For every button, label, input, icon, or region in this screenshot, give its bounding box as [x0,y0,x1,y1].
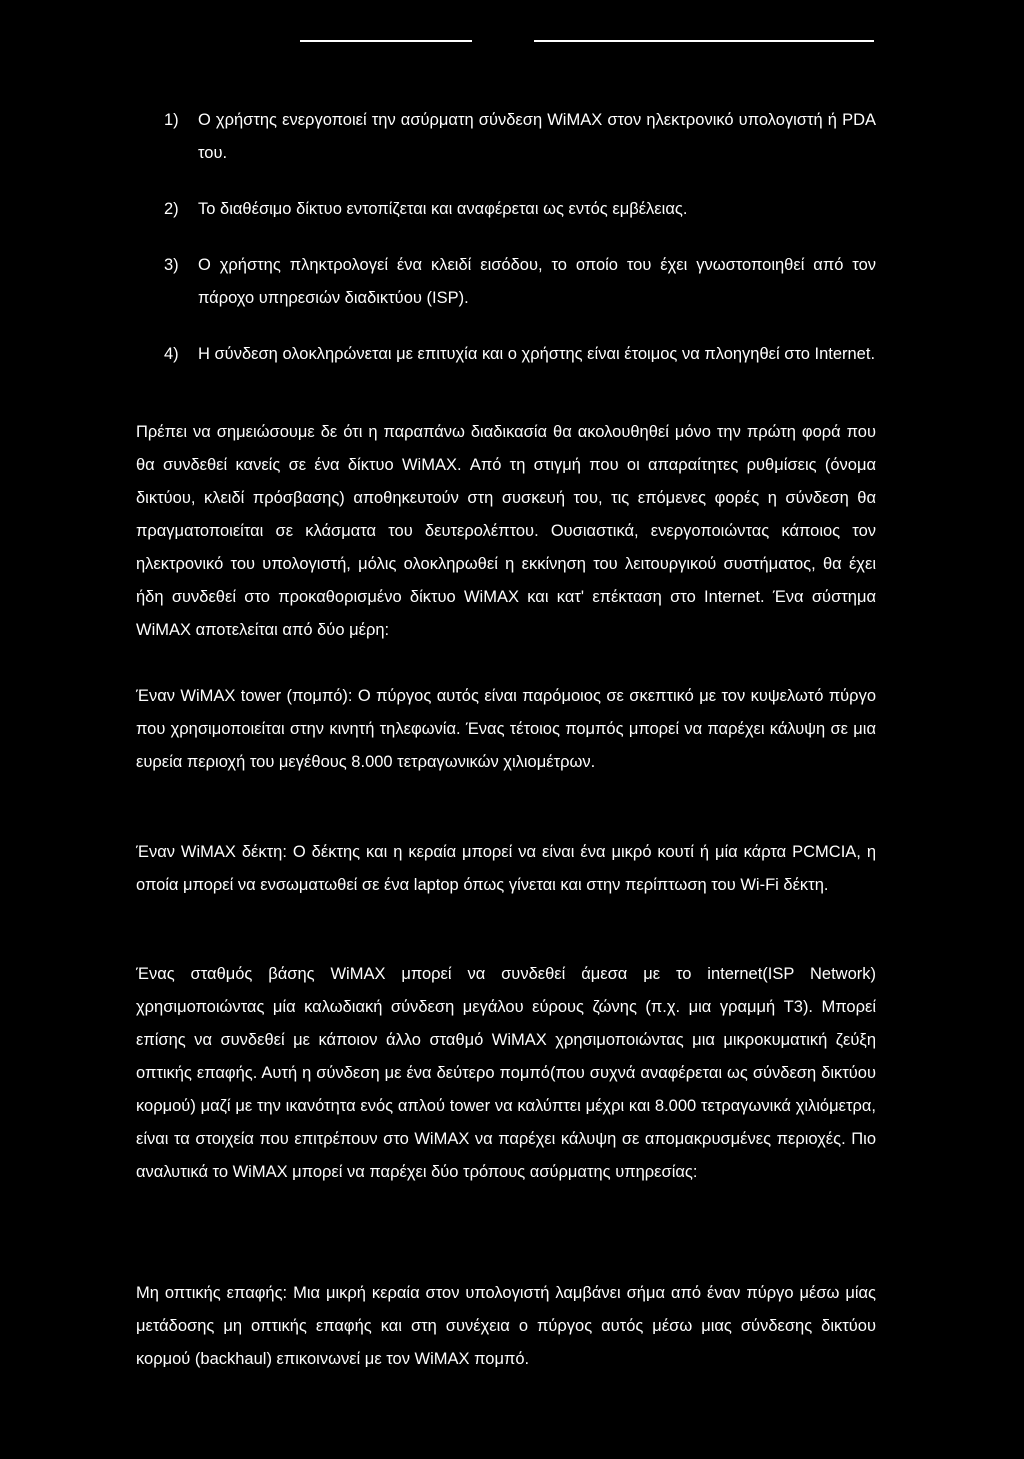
list-item-text: Ο χρήστης πληκτρολογεί ένα κλειδί εισόδου, το οποίο του έχει γνωστοποιηθεί από τον πάροχο υπηρεσιών διαδικτύου (ISP). [198,256,876,307]
list-item-text: Η σύνδεση ολοκληρώνεται με επιτυχία και ο χρήστης είναι έτοιμος να πλοηγηθεί στο Internet. [198,345,876,363]
list-item-number: 4) [164,345,179,363]
paragraph-non-line-of-sight: Μη οπτικής επαφής: Μια μικρή κεραία στον υπολογιστή λαμβάνει σήμα από έναν πύργο μέσω μίας μετάδοσης μη οπτικής επαφής και στη συνέχεια ο πύργος αυτός μέσω μιας σύνδεσης δικτύου κορμού (backhaul) επικοινωνεί με τον WiMAX πομπό. [136,1284,876,1368]
list-item-number: 1) [164,111,179,129]
paragraph-wimax-receiver: Έναν WiMAX δέκτη: Ο δέκτης και η κεραία μπορεί να είναι ένα μικρό κουτί ή μία κάρτα PCMCIA, η οποία μπορεί να ενσωματωθεί σε ένα laptop όπως γίνεται και στην περίπτωση του Wi-Fi δέκτη. [136,843,876,894]
paragraph-wimax-tower: Έναν WiMAX tower (πομπό): Ο πύργος αυτός είναι παρόμοιος σε σκεπτικό με τον κυψελωτό πύργο που χρησιμοποιείται στην κινητή τηλεφωνία. Ένας τέτοιος πομπός μπορεί να παρέχει κάλυψη σε μια ευρεία περιοχή του μεγέθους 8.000 τετραγωνικών χιλιομέτρων. [136,687,876,771]
list-item [164,104,876,170]
list-item [164,249,876,315]
list-item-text: Ο χρήστης ενεργοποιεί την ασύρματη σύνδεση WiMAX στον ηλεκτρονικό υπολογιστή ή PDA του. [198,111,876,162]
list-item-number: 2) [164,200,179,218]
list-item [164,338,876,371]
steps-list [164,104,876,394]
header-rule-right [534,40,874,42]
list-item-text: Το διαθέσιμο δίκτυο εντοπίζεται και αναφέρεται ως εντός εμβέλειας. [198,200,688,218]
paragraph-setup-note: Πρέπει να σημειώσουμε δε ότι η παραπάνω διαδικασία θα ακολουθηθεί μόνο την πρώτη φορά που θα συνδεθεί κανείς σε ένα δίκτυο WiMAX. Από τη στιγμή που οι απαραίτητες ρυθμίσεις (όνομα δικτύου, κλειδί πρόσβασης) αποθηκευτούν στη συσκευή του, τις επόμενες φορές η σύνδεση θα πραγματοποιείται σε κλάσματα του δευτερολέπτου. Ουσιαστικά, ενεργοποιώντας κάποιος τον ηλεκτρονικό του υπολογιστή, μόλις ολοκληρωθεί η εκκίνηση του λειτουργικού συστήματος, θα έχει ήδη συνδεθεί στο προκαθορισμένο δίκτυο WiMAX και κατ' επέκταση στο Internet. Ένα σύστημα WiMAX αποτελείται από δύο μέρη: [136,423,876,639]
list-item-number: 3) [164,256,179,274]
list-item [164,193,876,226]
paragraph-base-station: Ένας σταθμός βάσης WiMAX μπορεί να συνδεθεί άμεσα με το internet(ISP Network) χρησιμοποιώντας μία καλωδιακή σύνδεση μεγάλου εύρους ζώνης (π.χ. μια γραμμή T3). Μπορεί επίσης να συνδεθεί με κάποιον άλλο σταθμό WiMAX χρησιμοποιώντας μια μικροκυματική ζεύξη οπτικής επαφής. Αυτή η σύνδεση με ένα δεύτερο πομπό(που συχνά αναφέρεται ως σύνδεση δικτύου κορμού) μαζί με την ικανότητα ενός απλού tower να καλύπτει μέχρι και 8.000 τετραγωνικά χιλιόμετρα, είναι τα στοιχεία που επιτρέπουν στο WiMAX να παρέχει κάλυψη σε απομακρυσμένες περιοχές. Πιο αναλυτικά το WiMAX μπορεί να παρέχει δύο τρόπους ασύρματης υπηρεσίας: [136,965,876,1181]
header-rule-left [300,40,472,42]
